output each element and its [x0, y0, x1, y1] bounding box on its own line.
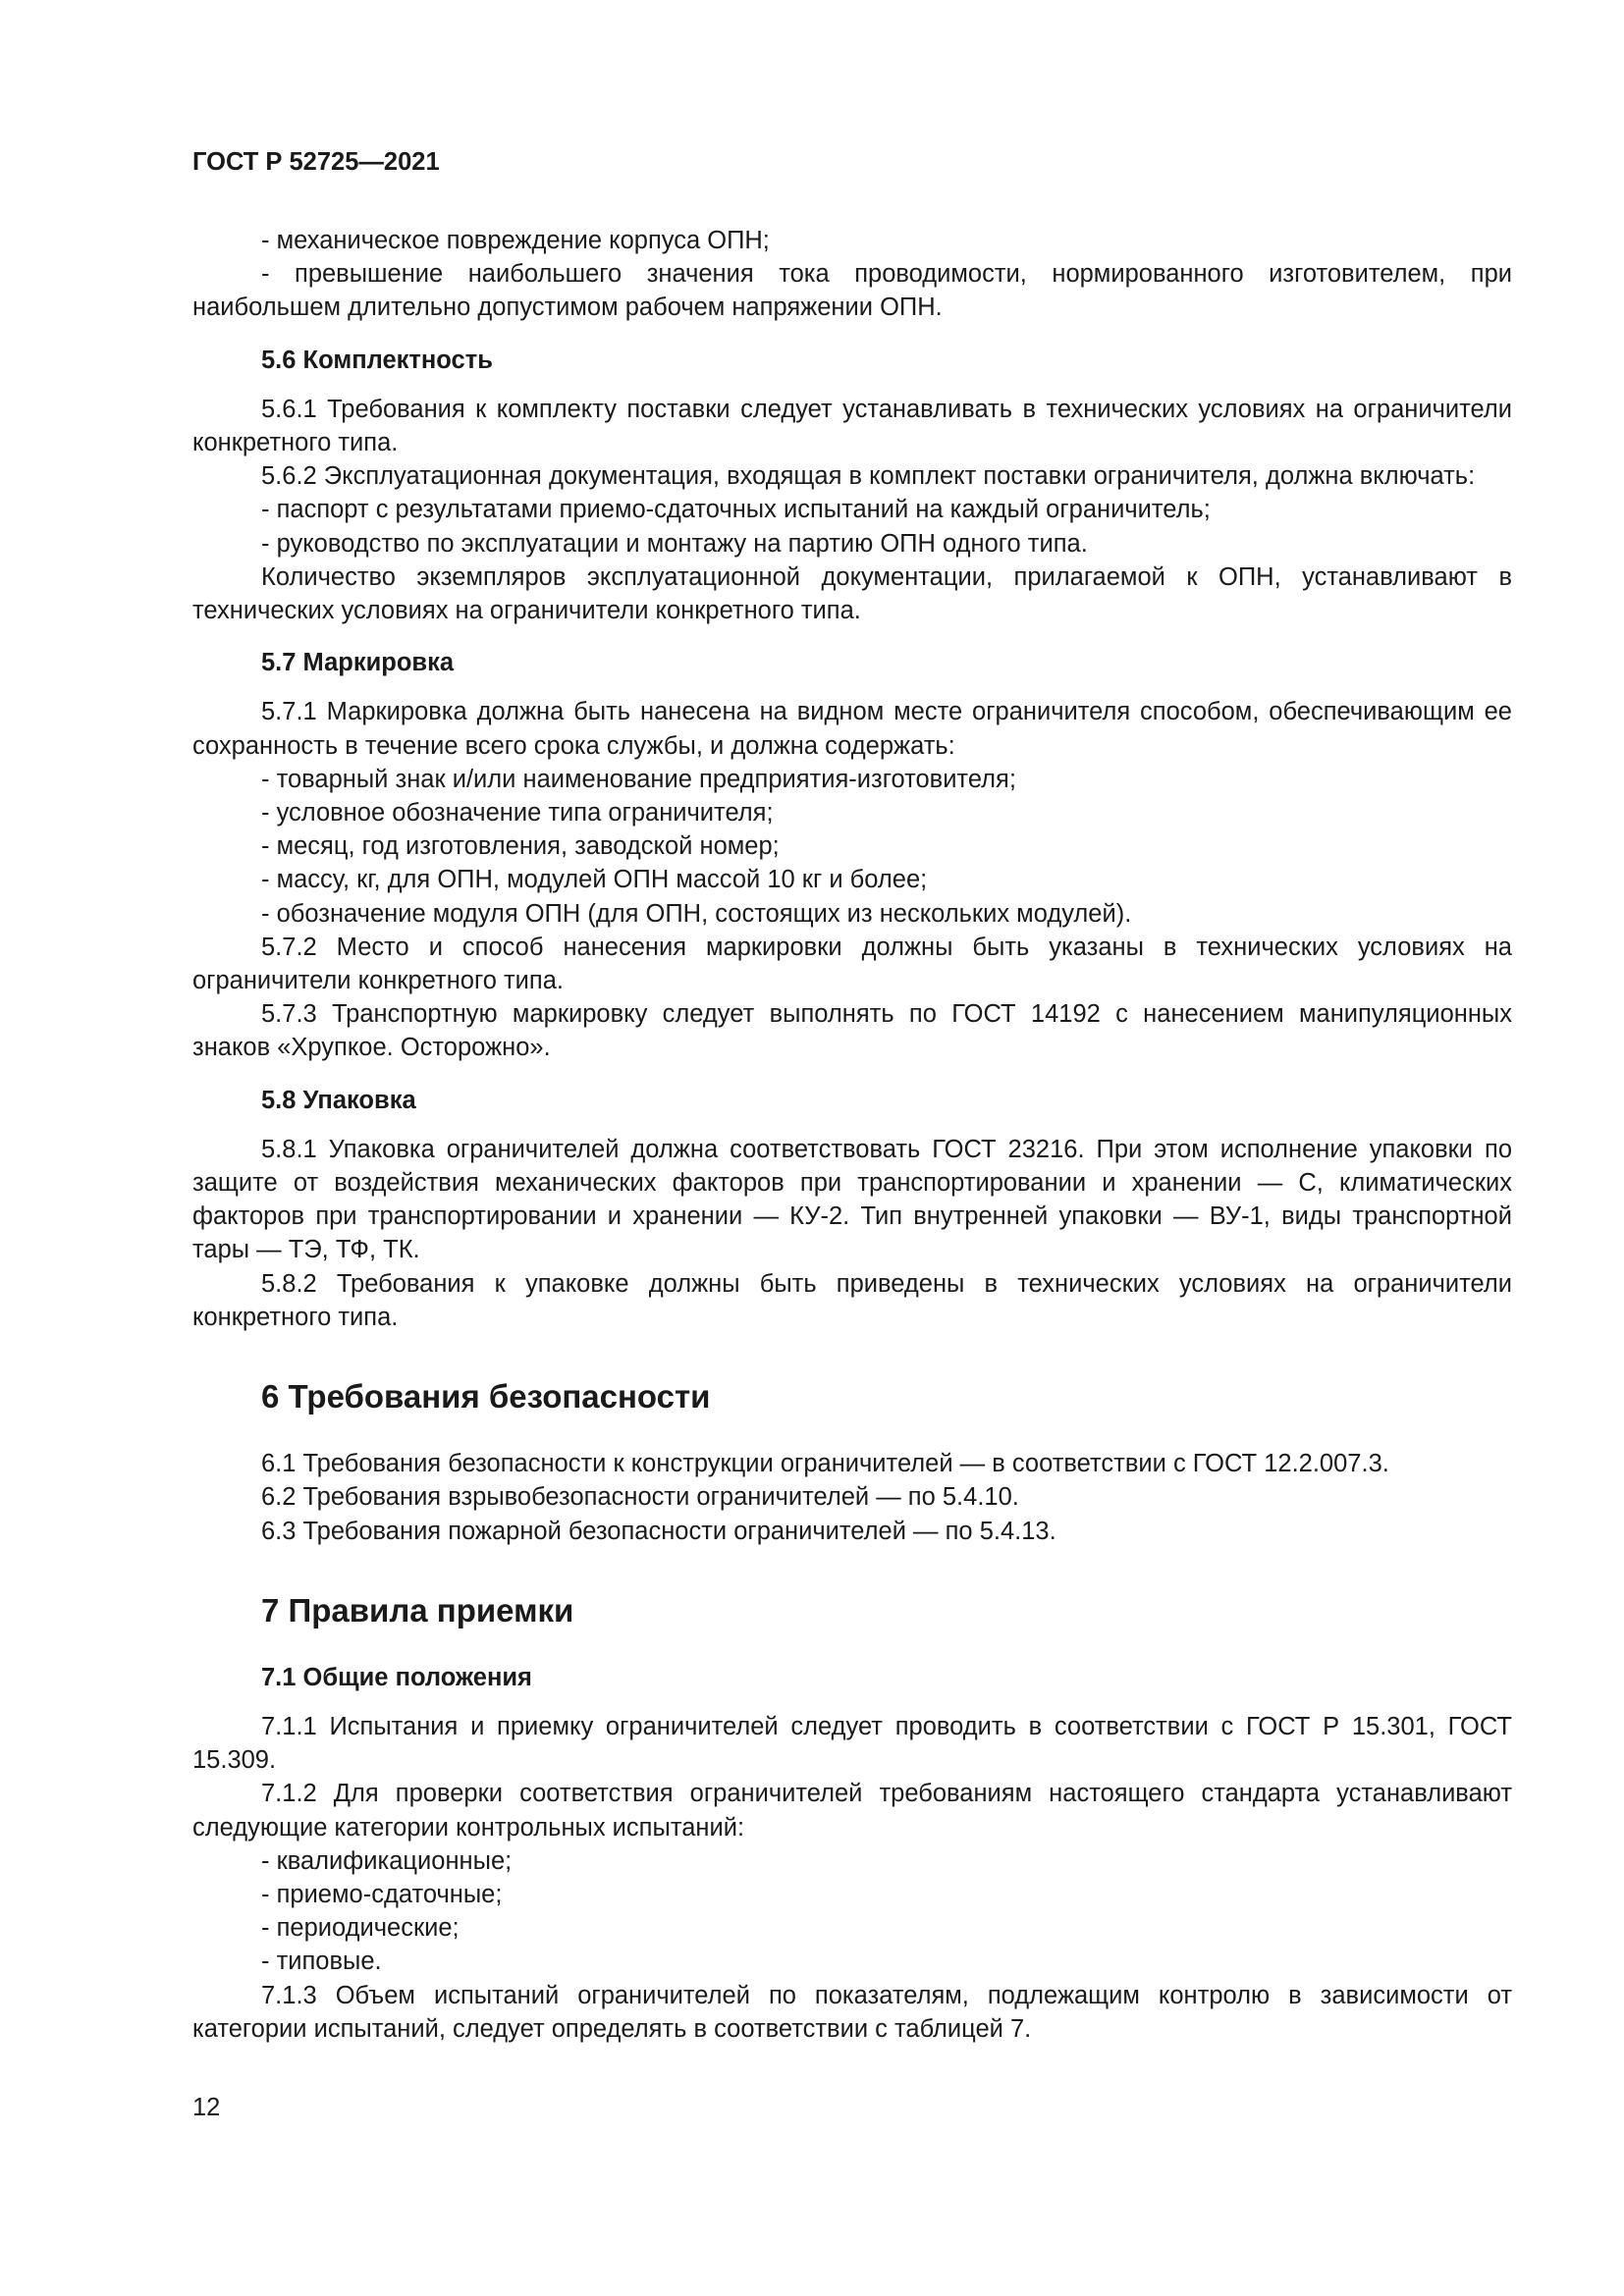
list-item: - механическое повреждение корпуса ОПН; — [261, 227, 770, 254]
list-item: - квалификационные; — [261, 1846, 513, 1875]
page-number: 12 — [192, 2094, 221, 2121]
list-item: - паспорт с результатами приемо-сдаточных испытаний на каждый ограничитель; — [261, 496, 1211, 524]
chapter-heading-6: 6 Требования безопасности — [261, 1378, 711, 1415]
section-heading-5-6: 5.6 Комплектность — [261, 346, 493, 374]
paragraph: 5.8.1 Упаковка ограничителей должна соответствовать ГОСТ 23216. При этом исполнение упаковки по защите от воздействия механических факторов при транспортировании и хранении — С, климатических факторов при транспортировании и хранении — КУ-2. Тип внутренней упаковки — ВУ-1, виды транспортной тары — ТЭ, ТФ, ТК. — [192, 1135, 1512, 1264]
list-item: - типовые. — [261, 1948, 382, 1976]
paragraph: 5.8.2 Требования к упаковке должны быть приведены в технических условиях на ограничители конкретного типа. — [192, 1269, 1512, 1331]
paragraph: 5.7.2 Место и способ нанесения маркировки должны быть указаны в технических условиях на ограничители конкретного типа. — [192, 933, 1512, 995]
list-item: - руководство по эксплуатации и монтажу на партию ОПН одного типа. — [261, 529, 1088, 558]
section-heading-5-8: 5.8 Упаковка — [261, 1086, 416, 1114]
section-heading-7-1: 7.1 Общие положения — [261, 1663, 532, 1691]
chapter-heading-7: 7 Правила приемки — [261, 1591, 574, 1629]
paragraph: - превышение наибольшего значения тока проводимости, нормированного изготовителем, при наибольшем длительно допустимом рабочем напряжении ОПН. — [192, 260, 1512, 322]
list-item: - товарный знак и/или наименование предприятия-изготовителя; — [261, 765, 1016, 793]
document-code-header: ГОСТ Р 52725—2021 — [192, 148, 440, 176]
paragraph: 7.1.3 Объем испытаний ограничителей по показателям, подлежащим контролю в зависимости от категории испытаний, следует определять в соответствии с таблицей 7. — [192, 1981, 1512, 2043]
paragraph: 6.2 Требования взрывобезопасности ограничителей — по 5.4.10. — [261, 1483, 1019, 1512]
document-page — [192, 0, 1512, 2296]
list-item: - условное обозначение типа ограничителя; — [261, 799, 774, 828]
paragraph: 5.7.1 Маркировка должна быть нанесена на видном месте ограничителя способом, обеспечивающим ее сохранность в течение всего срока службы, и должна содержать: — [192, 698, 1512, 760]
document-body — [192, 224, 1512, 2046]
list-item: - приемо-сдаточные; — [261, 1880, 503, 1908]
list-item: - периодические; — [261, 1914, 460, 1943]
list-item: - обозначение модуля ОПН (для ОПН, состоящих из нескольких модулей). — [261, 899, 1132, 928]
paragraph: 6.3 Требования пожарной безопасности ограничителей — по 5.4.13. — [261, 1517, 1056, 1545]
paragraph: 5.7.3 Транспортную маркировку следует выполнять по ГОСТ 14192 с нанесением манипуляционных знаков «Хрупкое. Осторожно». — [192, 1000, 1512, 1062]
paragraph: 5.6.2 Эксплуатационная документация, входящая в комплект поставки ограничителя, должна включать: — [261, 462, 1476, 491]
list-item: - массу, кг, для ОПН, модулей ОПН массой 10 кг и более; — [261, 866, 928, 894]
paragraph: 7.1.1 Испытания и приемку ограничителей следует проводить в соответствии с ГОСТ Р 15.301, ГОСТ 15.309. — [192, 1712, 1512, 1775]
paragraph: 6.1 Требования безопасности к конструкции ограничителей — в соответствии с ГОСТ 12.2.007.3. — [261, 1450, 1389, 1478]
paragraph: Количество экземпляров эксплуатационной документации, прилагаемой к ОПН, устанавливают в технических условиях на ограничители конкретного типа. — [192, 562, 1512, 625]
paragraph: 7.1.2 Для проверки соответствия ограничителей требованиям настоящего стандарта устанавливают следующие категории контрольных испытаний: — [192, 1780, 1512, 1842]
section-heading-5-7: 5.7 Маркировка — [261, 649, 455, 677]
paragraph: 5.6.1 Требования к комплекту поставки следует устанавливать в технических условиях на ограничители конкретного типа. — [192, 395, 1512, 457]
list-item: - месяц, год изготовления, заводской номер; — [261, 832, 780, 861]
